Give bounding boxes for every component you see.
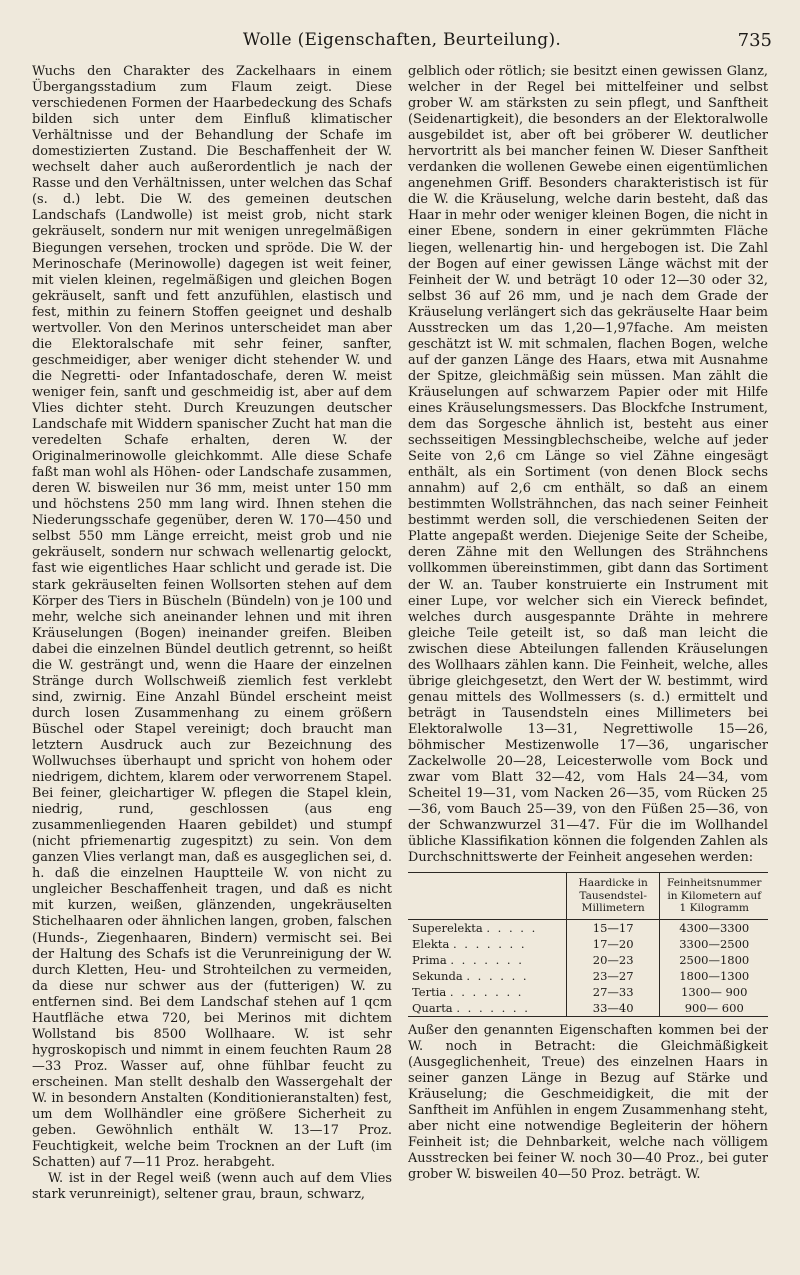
grade-name: Elekta (412, 936, 450, 951)
leader-dots: . . . . . . (466, 968, 529, 983)
thickness-cell: 15—17 (566, 919, 660, 936)
leader-dots: . . . . . (486, 920, 538, 935)
left-column (32, 64, 392, 1254)
fineness-cell: 4300—3300 (660, 919, 768, 936)
right-column (408, 64, 768, 1254)
leader-dots: . . . . . . . (450, 952, 524, 967)
table-header-row (408, 873, 768, 920)
thickness-cell: 17—20 (566, 936, 660, 952)
grade-name: Quarta (412, 1000, 453, 1015)
table-row (408, 919, 768, 936)
paragraph: Außer den genannten Eigenschaften kommen bei der W. noch in Betracht: die Gleichmäßigkeit (Ausgeglichenheit, Treue) des einzelnen Haars in seiner ganzen Länge in Bezug auf Stärke und Kräuselung; die Geschmeidigkeit, die mit der Sanftheit im Anfühlen in engem Zusammenhang steht, aber nicht eine notwendige Begleiterin der höhern Feinheit ist; die Dehnbarkeit, welche nach völligem Ausstrecken bei feiner W. noch 30—40 Proz., bei guter grober W. bisweilen 40—50 Proz. beträgt. W. (408, 1022, 768, 1183)
fineness-cell: 2500—1800 (660, 952, 768, 968)
fineness-cell: 900— 600 (660, 1000, 768, 1017)
leader-dots: . . . . . . . (449, 984, 524, 999)
grade-name: Sekunda (412, 968, 463, 983)
page-header (32, 30, 772, 56)
thickness-cell: 20—23 (566, 952, 660, 968)
grade-name: Prima (412, 952, 447, 967)
thickness-cell: 33—40 (566, 1000, 660, 1017)
table-header-cell (408, 873, 566, 920)
fineness-table-wrap (408, 872, 768, 1017)
table-header-cell: Feinheitsnummer in Kilometern auf 1 Kilogramm (660, 873, 768, 920)
table-header-cell: Haardicke in Tausendstel-Millimetern (566, 873, 660, 920)
text-columns (32, 64, 772, 1254)
thickness-cell: 27—33 (566, 984, 660, 1000)
paragraph: gelblich oder rötlich; sie besitzt einen gewissen Glanz, welcher in der Regel bei mittelfeiner und selbst grober W. am stärksten zu sein pflegt, und Sanftheit (Seidenartigkeit), die besonders an der Elektoralwolle ausgebildet ist, aber oft bei gröberer W. deutlicher hervortritt als bei mancher feinen W. Dieser Sanftheit verdanken die wollenen Gewebe einen eigentümlichen angenehmen Griff. Besonders charakteristisch ist für die W. die Kräuselung, welche darin besteht, daß das Haar in mehr oder weniger kleinen Bogen, die nicht in einer Ebene, sondern in einer gekrümmten Fläche liegen, wellenartig hin- und hergebogen ist. Die Zahl der Bogen auf einer gewissen Länge wächst mit der Feinheit der W. und beträgt 10 oder 12—30 oder 32, selbst 36 auf 26 mm, und je nach dem Grade der Kräuselung verlängert sich das gekräuselte Haar beim Ausstrecken um das 1,20—1,97fache. Am meisten geschätzt ist W. mit schmalen, flachen Bogen, welche auf der ganzen Länge des Haars, etwa mit Ausnahme der Spitze, gleichmäßig sein müssen. Man zählt die Kräuselungen auf schwarzem Papier oder mit Hilfe eines Kräuselungsmessers. Das Blockfche Instrument, dem das Sorgesche ähnlich ist, besteht aus einer sechsseitigen Messingblechscheibe, welche auf jeder Seite von 2,6 cm Länge so viel Zähne eingesägt enthält, als ein Sortiment (von denen Block sechs annahm) auf 2,6 cm enthält, so daß an einem bestimmten Wollsträhnchen, das nach seiner Feinheit bestimmt werden soll, die verschiedenen Seiten der Platte angepaßt werden. Diejenige Seite der Scheibe, deren Zähne mit den Wellungen des Strähnchens vollkommen übereinstimmen, gibt dann das Sortiment der W. an. Tauber konstruierte ein Instrument mit einer Lupe, vor welcher sich ein Viereck befindet, welches durch ausgespannte Drähte in mehrere gleiche Teile geteilt ist, so daß man leicht die zwischen diese Abteilungen fallenden Kräuselungen des Wollhaars zählen kann. Die Feinheit, welche, alles übrige gleichgesetzt, den Wert der W. bestimmt, wird genau mittels des Wollmessers (s. d.) ermittelt und beträgt in Tausendsteln eines Millimeters bei Elektoralwolle 13—31, Negrettiwolle 15—26, böhmischer Mestizenwolle 17—36, ungarischer Zackelwolle 20—28, Leicesterwolle vom Bock und zwar vom Blatt 32—42, vom Hals 24—34, vom Scheitel 19—31, vom Nacken 26—35, vom Rücken 25—36, vom Bauch 25—39, von den Füßen 25—36, von der Schwanzwurzel 31—47. Für die im Wollhandel übliche Klassifikation können die folgenden Zahlen als Durchschnittswerte der Feinheit angesehen werden: (408, 64, 768, 866)
grade-cell (408, 952, 566, 968)
fineness-cell: 3300—2500 (660, 936, 768, 952)
grade-cell (408, 984, 566, 1000)
fineness-cell: 1800—1300 (660, 968, 768, 984)
leader-dots: . . . . . . . (452, 936, 527, 951)
paragraph: Wuchs den Charakter des Zackelhaars in einem Übergangsstadium zum Flaum zeigt. Diese verschiedenen Formen der Haarbedeckung des Schafs bilden sich unter dem Einfluß klimatischer Verhältnisse und der Behandlung der Schafe im domestizierten Zustand. Die Beschaffenheit der W. wechselt daher auch außerordentlich je nach der Rasse und den Verhältnissen, unter welchen das Schaf (s. d.) lebt. Die W. des gemeinen deutschen Landschafs (Landwolle) ist meist grob, nicht stark gekräuselt, sondern nur mit wenigen unregelmäßigen Biegungen versehen, trocken und spröde. Die W. der Merinoschafe (Merinowolle) dagegen ist weit feiner, mit vielen kleinen, regelmäßigen und gleichen Bogen gekräuselt, sanft und fett anzufühlen, elastisch und fest, mithin zu feinern Stoffen geeignet und deshalb wertvoller. Von den Merinos unterscheidet man aber die Elektoralschafe mit sehr feiner, sanfter, geschmeidiger, aber weniger dicht stehender W. und die Negretti- oder Infantadoschafe, deren W. meist weniger fein, sanft und geschmeidig ist, aber auf dem Vlies dichter steht. Durch Kreuzungen deutscher Landschafe mit Widdern spanischer Zucht hat man die veredelten Schafe erhalten, deren W. der Originalmerinowolle gleichkommt. Alle diese Schafe faßt man wohl als Höhen- oder Landschafe zusammen, deren W. bisweilen nur 36 mm, meist unter 150 mm und höchstens 250 mm lang wird. Ihnen stehen die Niederungsschafe gegenüber, deren W. 170—450 und selbst 550 mm Länge erreicht, meist grob und nie gekräuselt, sondern nur schwach wellenartig gelockt, fast wie eigentliches Haar schlicht und gerade ist. Die stark gekräuselten feinen Wollsorten stehen auf dem Körper des Tiers in Büscheln (Bündeln) von je 100 und mehr, welche sich aneinander lehnen und mit ihren Kräuselungen (Bogen) ineinander greifen. Bleiben dabei die einzelnen Bündel deutlich getrennt, so heißt die W. gesträngt und, wenn die Haare der einzelnen Stränge durch Wollschweiß ziemlich fest verklebt sind, zwirnig. Eine Anzahl Bündel erscheint meist durch losen Zusammenhang zu einem größern Büschel oder Stapel vereinigt; doch braucht man letztern Ausdruck auch zur Bezeichnung des Wollwuchses überhaupt und spricht von hohem oder niedrigem, dichtem, klarem oder verworrenem Stapel. Bei feiner, gleichartiger W. pflegen die Stapel klein, niedrig, rund, geschlossen (aus eng zusammenliegenden Haaren gebildet) und stumpf (nicht pfriemenartig zugespitzt) zu sein. Von dem ganzen Vlies verlangt man, daß es ausgeglichen sei, d. h. daß die einzelnen Hauptteile W. von nicht zu ungleicher Beschaffenheit tragen, und daß es nicht mit kurzen, weißen, glänzenden, ungekräuselten Stichelhaaren oder ähnlichen langen, groben, falschen (Hunds-, Ziegenhaaren, Bindern) vermischt sei. Bei der Haltung des Schafs ist die Verunreinigung der W. durch Kletten, Heu- und Strohteilchen zu vermeiden, da diese nur schwer aus der (futterigen) W. zu entfernen sind. Bei dem Landschaf stehen auf 1 qcm Hautfläche etwa 720, bei Merinos mit dichtem Wollstand bis 8500 Wollhaare. W. ist sehr hygroskopisch und nimmt in einem feuchten Raum 28—33 Proz. Wasser auf, ohne fühlbar feucht zu erscheinen. Man stellt deshalb den Wassergehalt der W. in besondern Anstalten (Konditionieranstalten) fest, um dem Wollhändler eine größere Sicherheit zu geben. Gewöhnlich enthält W. 13—17 Proz. Feuchtigkeit, welche beim Trocknen an der Luft (im Schatten) auf 7—11 Proz. herabgeht. (32, 64, 392, 1171)
leader-dots: . . . . . . . (456, 1000, 530, 1015)
table-row (408, 984, 768, 1000)
table-row (408, 952, 768, 968)
grade-name: Tertia (412, 984, 447, 999)
paragraph: W. ist in der Regel weiß (wenn auch auf dem Vlies stark verunreinigt), seltener grau, braun, schwarz, (32, 1171, 392, 1203)
table-row (408, 968, 768, 984)
running-title: Wolle (Eigenschaften, Beurteilung). (242, 30, 562, 50)
table-row (408, 1000, 768, 1017)
grade-name: Superelekta (412, 920, 483, 935)
grade-cell (408, 1000, 566, 1017)
fineness-table (408, 872, 768, 1017)
thickness-cell: 23—27 (566, 968, 660, 984)
page-number: 735 (737, 30, 772, 51)
table-row (408, 936, 768, 952)
grade-cell (408, 919, 566, 936)
fineness-cell: 1300— 900 (660, 984, 768, 1000)
grade-cell (408, 936, 566, 952)
grade-cell (408, 968, 566, 984)
